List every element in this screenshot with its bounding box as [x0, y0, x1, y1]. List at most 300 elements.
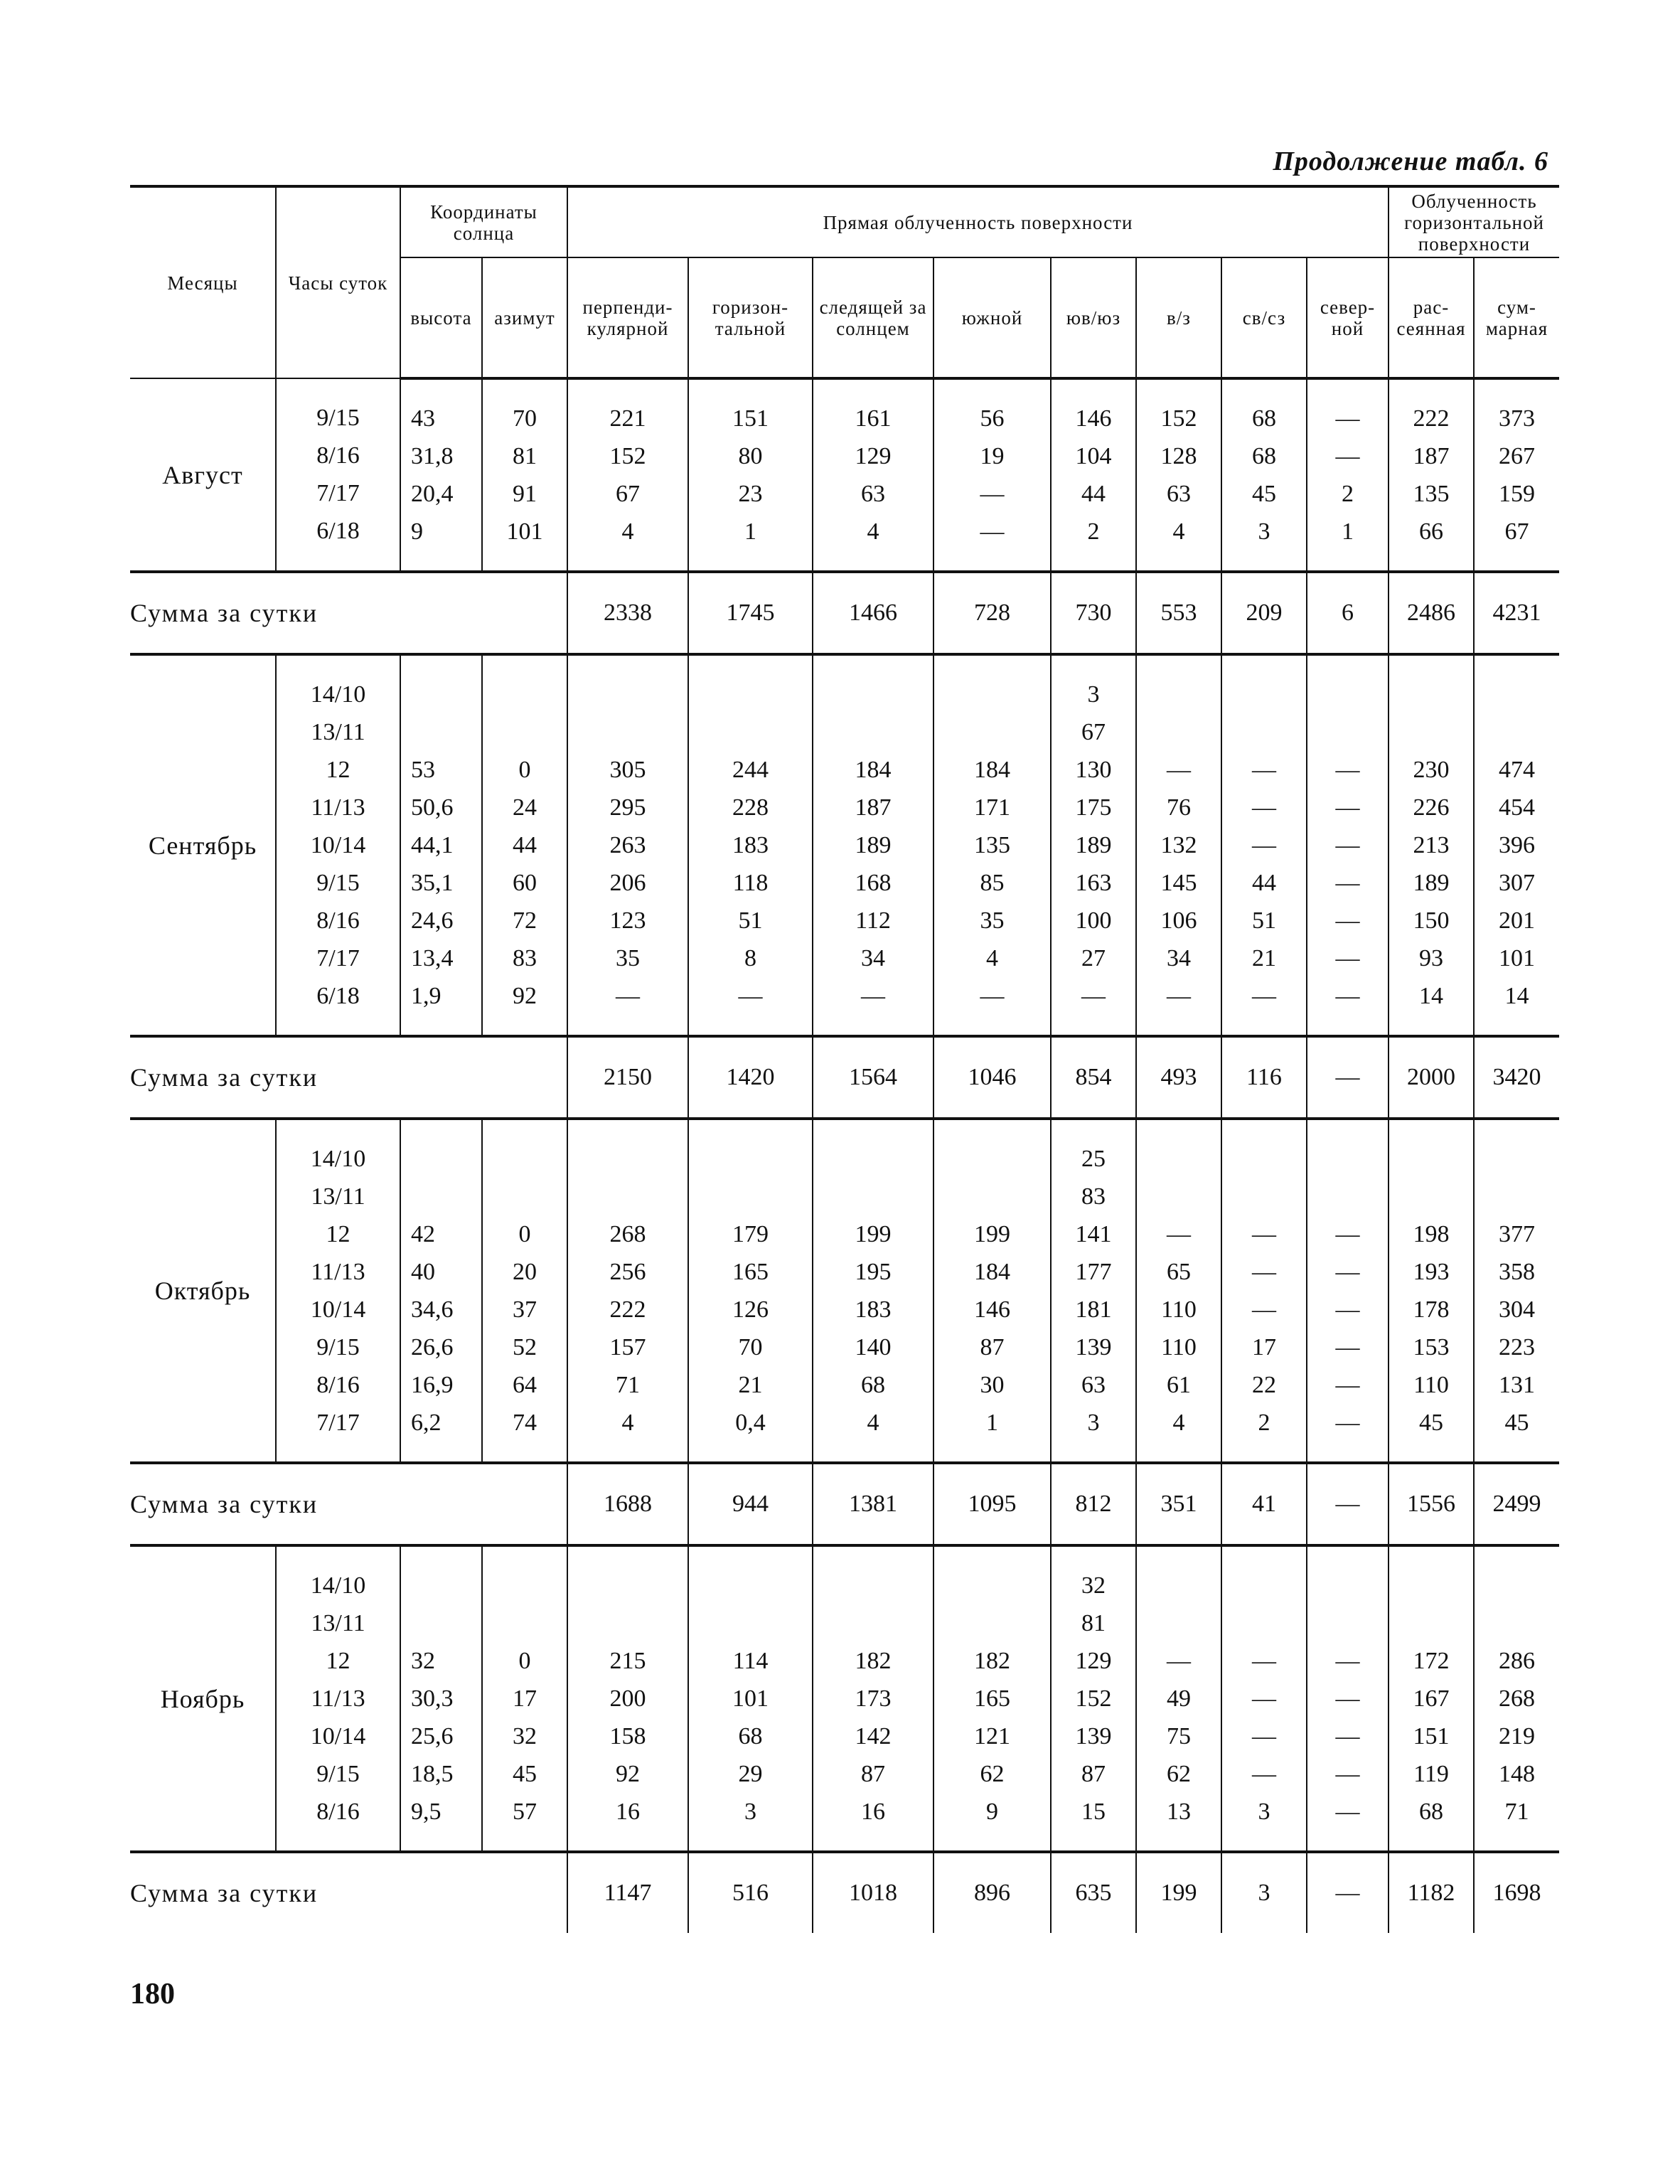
table-cell: 3 [1258, 1799, 1270, 1825]
table-cell: 193 [1413, 1259, 1450, 1285]
table-cell: 377 [1499, 1221, 1535, 1247]
sum-cell: 516 [688, 1852, 813, 1933]
table-cell: 34 [861, 945, 885, 971]
sum-cell: 812 [1051, 1463, 1136, 1545]
table-cell: — [1335, 945, 1360, 971]
table-cell: 226 [1413, 794, 1450, 821]
column-se-sw [1051, 378, 1136, 572]
sum-cell: 199 [1136, 1852, 1221, 1933]
table-cell: 83 [513, 945, 537, 971]
table-cell: 17 [513, 1685, 537, 1712]
table-cell: — [1252, 1296, 1276, 1323]
table-cell [568, 1140, 687, 1178]
table-cell: 8/16 [316, 907, 360, 934]
header-month: Месяцы [130, 186, 276, 378]
table-cell: 141 [1075, 1221, 1112, 1247]
table-cell: — [1252, 1259, 1276, 1285]
table-cell: 13/11 [311, 1610, 365, 1636]
table-cell: 222 [1413, 405, 1450, 432]
table-cell: 230 [1413, 757, 1450, 783]
table-cell [568, 1567, 687, 1604]
table-cell: — [1335, 757, 1360, 783]
table-cell: — [1335, 443, 1360, 469]
table-cell: 161 [855, 405, 892, 432]
table-cell [1137, 1567, 1221, 1604]
table-cell: 215 [609, 1648, 646, 1674]
table-cell: 20 [513, 1259, 537, 1285]
column-perpendicular [567, 1545, 688, 1852]
table-cell [1389, 676, 1473, 713]
table-cell: 68 [738, 1723, 763, 1749]
table-cell: 129 [855, 443, 892, 469]
table-cell: 187 [1413, 443, 1450, 469]
table-cell [1475, 1604, 1559, 1642]
sum-row [130, 1036, 1559, 1119]
table-cell: — [1335, 1296, 1360, 1323]
column-north [1307, 1545, 1389, 1852]
sum-row [130, 572, 1559, 654]
sum-cell: 728 [933, 572, 1051, 654]
column-se-sw [1051, 654, 1136, 1036]
table-cell: 2 [1087, 518, 1100, 545]
table-cell: 44,1 [411, 832, 454, 858]
table-cell [689, 713, 812, 751]
table-cell: 167 [1413, 1685, 1450, 1712]
table-cell: — [1335, 1723, 1360, 1749]
header-perpendicular: перпенди-кулярной [567, 257, 688, 378]
table-cell [1475, 713, 1559, 751]
table-cell [689, 1140, 812, 1178]
table-cell: 62 [980, 1761, 1005, 1787]
table-cell: 35,1 [411, 870, 454, 896]
sum-cell: 493 [1136, 1036, 1221, 1119]
table-cell: 119 [1413, 1761, 1449, 1787]
table-cell: 158 [609, 1723, 646, 1749]
table-cell: 295 [609, 794, 646, 821]
table-cell: 126 [732, 1296, 769, 1323]
table-cell: 21 [1252, 945, 1276, 971]
table-cell: 24 [513, 794, 537, 821]
table-cell: 123 [609, 907, 646, 934]
table-cell: 189 [1075, 832, 1112, 858]
table-cell [1137, 676, 1221, 713]
table-cell: 13/11 [311, 1183, 365, 1210]
column-azimuth [482, 654, 567, 1036]
table-cell: 80 [738, 443, 763, 469]
table-cell: 21 [738, 1372, 763, 1398]
table-cell: 9/15 [316, 1334, 360, 1360]
table-cell [934, 1178, 1050, 1215]
column-tracking [813, 1119, 933, 1463]
table-cell: 135 [974, 832, 1010, 858]
table-cell: 373 [1499, 405, 1535, 432]
table-cell: 151 [732, 405, 769, 432]
table-cell: 7/17 [316, 480, 360, 506]
table-cell [1137, 1178, 1221, 1215]
table-cell [483, 1178, 567, 1215]
sum-cell: 2338 [567, 572, 688, 654]
table-cell: 19 [980, 443, 1005, 469]
table-cell: — [1335, 1410, 1360, 1436]
table-cell: 32 [513, 1723, 537, 1749]
table-cell: 66 [1419, 518, 1443, 545]
table-cell: — [1252, 1761, 1276, 1787]
sum-cell: 116 [1221, 1036, 1307, 1119]
table-cell: 18,5 [411, 1761, 454, 1787]
table-cell: 71 [1504, 1799, 1529, 1825]
table-cell: 6,2 [411, 1410, 442, 1436]
column-altitude [400, 1119, 482, 1463]
table-cell: 30,3 [411, 1685, 454, 1712]
month-name: Август [130, 378, 276, 572]
month-block-september [130, 654, 1559, 1119]
table-cell: 305 [609, 757, 646, 783]
column-total [1474, 654, 1559, 1036]
sum-cell: 1745 [688, 572, 813, 654]
table-cell: 4 [867, 518, 879, 545]
table-cell: — [1252, 1221, 1276, 1247]
table-cell [401, 1604, 481, 1642]
table-cell: — [1252, 832, 1276, 858]
header-total: сум-марная [1474, 257, 1559, 378]
table-cell: 63 [1081, 1372, 1106, 1398]
table-row [130, 1119, 1559, 1463]
table-cell: — [1252, 983, 1276, 1009]
table-header [130, 186, 1559, 378]
table-cell [1475, 1567, 1559, 1604]
sum-cell: 635 [1051, 1852, 1136, 1933]
table-cell: 68 [1252, 443, 1276, 469]
column-south [933, 654, 1051, 1036]
table-cell: — [980, 983, 1005, 1009]
table-cell: 17 [1252, 1334, 1276, 1360]
table-cell: 9 [411, 518, 423, 545]
table-cell: 7/17 [316, 945, 360, 971]
table-cell: 14/10 [310, 1146, 366, 1172]
table-cell: 32 [1081, 1572, 1106, 1599]
table-cell: 71 [616, 1372, 640, 1398]
table-cell [568, 713, 687, 751]
column-altitude [400, 654, 482, 1036]
table-cell: 201 [1499, 907, 1535, 934]
table-cell: 35 [616, 945, 640, 971]
table-cell: 183 [855, 1296, 892, 1323]
table-cell: 152 [609, 443, 646, 469]
sum-cell: 3420 [1474, 1036, 1559, 1119]
column-se-sw [1051, 1545, 1136, 1852]
table-cell: 104 [1075, 443, 1112, 469]
table-cell [1307, 1604, 1388, 1642]
table-cell [813, 1140, 933, 1178]
table-cell: 101 [732, 1685, 769, 1712]
column-perpendicular [567, 1119, 688, 1463]
table-cell: 146 [1075, 405, 1112, 432]
sum-cell: 209 [1221, 572, 1307, 654]
column-ne-nw [1221, 1119, 1307, 1463]
table-cell: — [1335, 794, 1360, 821]
table-cell: 131 [1499, 1372, 1535, 1398]
table-cell: — [616, 983, 640, 1009]
table-cell: 67 [1504, 518, 1529, 545]
table-cell: 61 [1167, 1372, 1191, 1398]
sum-cell: 1182 [1389, 1852, 1474, 1933]
table-cell: — [1335, 1761, 1360, 1787]
table-cell: 12 [326, 1648, 351, 1674]
table-cell: 140 [855, 1334, 892, 1360]
column-north [1307, 378, 1389, 572]
table-cell: 6/18 [316, 518, 360, 544]
table-cell: 1 [1342, 518, 1354, 545]
column-total [1474, 378, 1559, 572]
table-cell: 100 [1075, 907, 1112, 934]
month-name: Октябрь [130, 1119, 276, 1463]
table-cell: 72 [513, 907, 537, 934]
table-cell [934, 1140, 1050, 1178]
table-cell [483, 1567, 567, 1604]
table-cell: 118 [732, 870, 769, 896]
table-cell [934, 1604, 1050, 1642]
table-cell: 12 [326, 1221, 351, 1247]
table-cell [934, 1567, 1050, 1604]
table-cell: 172 [1413, 1648, 1450, 1674]
table-cell: 3 [1258, 518, 1270, 545]
header-south: южной [933, 257, 1051, 378]
sum-cell: 2499 [1474, 1463, 1559, 1545]
table-cell: 184 [855, 757, 892, 783]
header-north: север-ной [1307, 257, 1389, 378]
table-cell: 189 [1413, 870, 1450, 896]
table-cell: 63 [1167, 481, 1191, 507]
table-cell: 15 [1081, 1799, 1106, 1825]
table-cell: 27 [1081, 945, 1106, 971]
table-cell: — [1335, 832, 1360, 858]
table-cell: 179 [732, 1221, 769, 1247]
column-e-w [1136, 378, 1221, 572]
table-cell: 31,8 [411, 443, 454, 469]
sum-cell: — [1307, 1036, 1389, 1119]
table-cell: — [1335, 983, 1360, 1009]
table-cell: 45 [513, 1761, 537, 1787]
table-cell: 213 [1413, 832, 1450, 858]
column-hours [276, 1119, 400, 1463]
table-cell [401, 713, 481, 751]
sum-cell: 2486 [1389, 572, 1474, 654]
table-cell: 8/16 [316, 1372, 360, 1398]
table-cell: 51 [738, 907, 763, 934]
table-cell [1475, 1140, 1559, 1178]
table-cell: 128 [1160, 443, 1197, 469]
table-cell: — [1252, 757, 1276, 783]
table-cell: 177 [1075, 1259, 1112, 1285]
table-cell: 3 [744, 1799, 756, 1825]
table-cell: 8/16 [316, 442, 360, 469]
table-cell: — [1167, 983, 1191, 1009]
table-cell: 244 [732, 757, 769, 783]
table-cell: — [1252, 1648, 1276, 1674]
column-tracking [813, 1545, 933, 1852]
sum-cell: 1095 [933, 1463, 1051, 1545]
table-cell: 4 [867, 1410, 879, 1436]
table-cell: 195 [855, 1259, 892, 1285]
month-name: Ноябрь [130, 1545, 276, 1852]
table-cell [483, 676, 567, 713]
table-cell: 139 [1075, 1334, 1112, 1360]
table-cell [934, 676, 1050, 713]
table-cell: 68 [1419, 1799, 1443, 1825]
table-cell: 44 [1081, 481, 1106, 507]
table-cell: 199 [855, 1221, 892, 1247]
table-cell: — [1335, 1259, 1360, 1285]
table-cell: — [980, 481, 1005, 507]
table-cell [1389, 713, 1473, 751]
table-cell: 221 [609, 405, 646, 432]
sum-cell: 1466 [813, 572, 933, 654]
table-cell: 206 [609, 870, 646, 896]
table-cell: — [1081, 983, 1106, 1009]
month-block-october [130, 1119, 1559, 1545]
table-cell: — [1252, 794, 1276, 821]
table-cell: 1 [744, 518, 756, 545]
table-cell: 13/11 [311, 719, 365, 745]
table-cell [1307, 676, 1388, 713]
header-tracking: следящей за солнцем [813, 257, 933, 378]
column-horizontal [688, 1545, 813, 1852]
sum-cell: 1147 [567, 1852, 688, 1933]
table-cell: 163 [1075, 870, 1112, 896]
table-cell: 87 [980, 1334, 1005, 1360]
header-se-sw: юв/юз [1051, 257, 1136, 378]
month-name: Сентябрь [130, 654, 276, 1036]
sum-cell: 4231 [1474, 572, 1559, 654]
table-cell: — [1335, 405, 1360, 432]
sum-cell: 553 [1136, 572, 1221, 654]
table-cell: — [738, 983, 763, 1009]
column-ne-nw [1221, 378, 1307, 572]
table-cell: 2 [1342, 481, 1354, 507]
table-cell: 189 [855, 832, 892, 858]
table-cell: 171 [974, 794, 1010, 821]
header-sun-coords: Координаты солнца [400, 186, 567, 257]
irradiance-table [130, 185, 1559, 1933]
table-cell [1222, 1567, 1306, 1604]
table-cell [568, 676, 687, 713]
table-cell [483, 1140, 567, 1178]
table-cell: 267 [1499, 443, 1535, 469]
table-cell: 44 [1252, 870, 1276, 896]
header-horizontal-irradiance: Облученность горизонтальной поверхности [1389, 186, 1559, 257]
column-altitude [400, 1545, 482, 1852]
column-south [933, 1119, 1051, 1463]
table-cell: 151 [1413, 1723, 1450, 1749]
table-cell: 268 [609, 1221, 646, 1247]
table-cell: 474 [1499, 757, 1535, 783]
table-cell: 23 [738, 481, 763, 507]
sum-cell: 351 [1136, 1463, 1221, 1545]
header-ne-nw: св/сз [1221, 257, 1307, 378]
table-cell: 16 [861, 1799, 885, 1825]
table-cell: 183 [732, 832, 769, 858]
table-cell: 175 [1075, 794, 1112, 821]
column-azimuth [482, 1119, 567, 1463]
header-diffuse: рас-сеянная [1389, 257, 1474, 378]
table-cell: 42 [411, 1221, 435, 1247]
table-cell [813, 713, 933, 751]
table-cell: 8 [744, 945, 756, 971]
table-cell: 87 [861, 1761, 885, 1787]
table-cell: 81 [513, 443, 537, 469]
table-cell: 4 [986, 945, 998, 971]
sum-cell: 1381 [813, 1463, 933, 1545]
table-cell: 101 [1499, 945, 1535, 971]
table-cell: 130 [1075, 757, 1112, 783]
table-cell: 10/14 [310, 1723, 366, 1749]
sum-cell: 944 [688, 1463, 813, 1545]
table-cell: 25,6 [411, 1723, 454, 1749]
sum-cell: 2000 [1389, 1036, 1474, 1119]
table-cell: 184 [974, 1259, 1010, 1285]
table-cell: 110 [1161, 1334, 1197, 1360]
table-cell: 114 [732, 1648, 769, 1674]
table-cell: 45 [1504, 1410, 1529, 1436]
table-cell: 76 [1167, 794, 1191, 821]
column-azimuth [482, 378, 567, 572]
column-hours [276, 378, 400, 572]
table-cell [1307, 1140, 1388, 1178]
sum-cell: 1556 [1389, 1463, 1474, 1545]
table-cell: 44 [513, 832, 537, 858]
table-cell: 12 [326, 757, 351, 783]
sum-label: Сумма за сутки [130, 1852, 567, 1933]
table-cell: 26,6 [411, 1334, 454, 1360]
column-altitude [400, 378, 482, 572]
table-cell [483, 1604, 567, 1642]
table-cell: 228 [732, 794, 769, 821]
table-cell: 263 [609, 832, 646, 858]
table-cell [689, 1567, 812, 1604]
table-cell: 4 [1172, 1410, 1185, 1436]
table-cell: 35 [980, 907, 1005, 934]
column-south [933, 1545, 1051, 1852]
table-cell: 187 [855, 794, 892, 821]
table-cell: 13,4 [411, 945, 454, 971]
table-cell: 165 [732, 1259, 769, 1285]
table-cell: 168 [855, 870, 892, 896]
table-cell: 1 [986, 1410, 998, 1436]
month-block-november [130, 1545, 1559, 1933]
table-cell: — [1252, 1685, 1276, 1712]
table-cell [1222, 676, 1306, 713]
page-number: 180 [130, 1978, 175, 2010]
table-cell: 198 [1413, 1221, 1450, 1247]
table-cell: — [1335, 1221, 1360, 1247]
table-cell: 74 [513, 1410, 537, 1436]
column-north [1307, 1119, 1389, 1463]
table-cell [401, 1178, 481, 1215]
column-perpendicular [567, 654, 688, 1036]
table-cell [689, 676, 812, 713]
table-cell: 3 [1087, 1410, 1100, 1436]
table-cell: 51 [1252, 907, 1276, 934]
column-diffuse [1389, 378, 1474, 572]
table-cell: 135 [1413, 481, 1450, 507]
table-cell: 358 [1499, 1259, 1535, 1285]
table-cell [1307, 1567, 1388, 1604]
table-cell: 81 [1081, 1610, 1106, 1636]
table-cell: 4 [621, 1410, 634, 1436]
table-cell: — [1335, 907, 1360, 934]
sum-cell: 1420 [688, 1036, 813, 1119]
sum-cell: 896 [933, 1852, 1051, 1933]
